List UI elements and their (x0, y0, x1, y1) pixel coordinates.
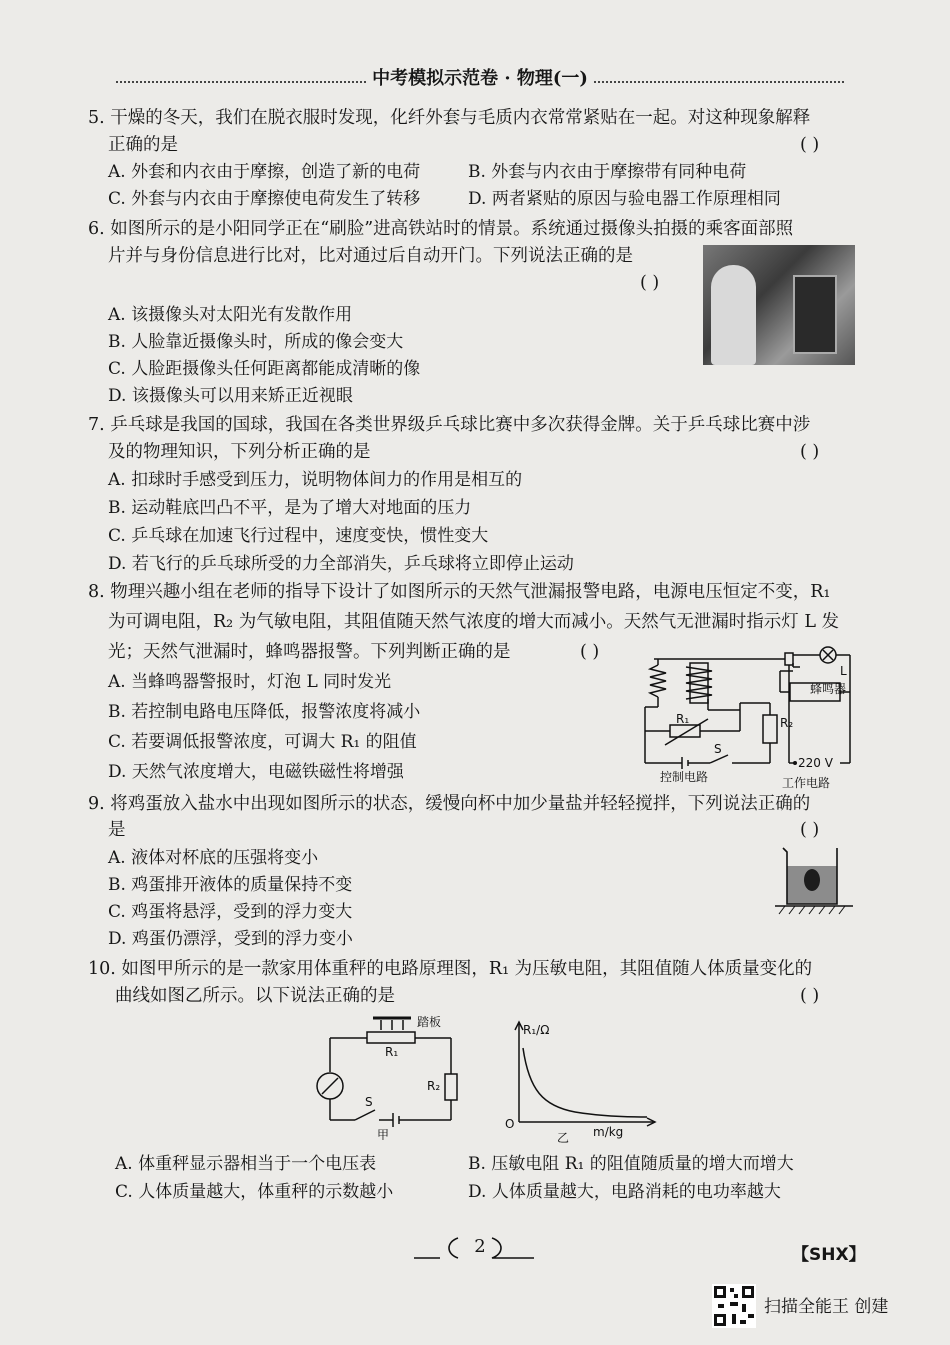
q9-option-a: A. 液体对杯底的压强将变小 (108, 848, 319, 868)
r2-label: R₂ (427, 1079, 441, 1093)
header-dots-right (594, 71, 844, 83)
q10-stem-line2: 曲线如图乙所示。以下说法正确的是 (115, 986, 395, 1006)
q10-option-a: A. 体重秤显示器相当于一个电压表 (115, 1154, 377, 1174)
q8-option-d: D. 天然气浓度增大，电磁铁磁性将增强 (108, 762, 404, 782)
pedal-label: 踏板 (417, 1015, 442, 1029)
q6-option-d: D. 该摄像头可以用来矫正近视眼 (108, 386, 353, 406)
scanner-watermark: 扫描全能王 创建 (764, 1297, 889, 1317)
work-circuit-label: 工作电路 (782, 776, 831, 790)
q6-stem-line2: 片并与身份信息进行比对，比对通过后自动开门。下列说法正确的是 (108, 246, 633, 266)
q6-answer-blank: ( ) (640, 273, 660, 293)
r1-label: R₁ (676, 712, 690, 726)
q7-option-a: A. 扣球时手感受到压力，说明物体间力的作用是相互的 (108, 470, 523, 490)
y-axis-label: R₁/Ω (523, 1023, 550, 1037)
lamp-label: L (840, 664, 847, 678)
resistance-mass-graph-yi (495, 1018, 665, 1146)
spring (650, 665, 666, 697)
page-header (110, 66, 850, 88)
voltage-label: 220 V (798, 756, 833, 770)
q6-option-c: C. 人脸距摄像头任何距离都能成清晰的像 (108, 359, 421, 379)
egg-beaker-diagram (775, 842, 855, 918)
x-axis-label: m/kg (593, 1125, 624, 1139)
switch-blade (710, 755, 728, 763)
q5-stem-line1: 5. 干燥的冬天，我们在脱衣服时发现，化纤外套与毛质内衣常常紧贴在一起。对这种现象解释 (88, 108, 811, 128)
r2-label: R₂ (780, 716, 794, 730)
qr-code-icon (712, 1284, 756, 1328)
q10-option-c: C. 人体质量越大，体重秤的示数越小 (115, 1182, 394, 1202)
table-hatching (779, 906, 845, 914)
q9-option-d: D. 鸡蛋仍漂浮，受到的浮力变小 (108, 929, 353, 949)
resistor-r2 (445, 1074, 457, 1100)
q5-option-a: A. 外套和内衣由于摩擦，创造了新的电荷 (108, 162, 421, 182)
q9-option-c: C. 鸡蛋将悬浮，受到的浮力变大 (108, 902, 353, 922)
q5-option-b: B. 外套与内衣由于摩擦带有同种电荷 (468, 162, 747, 182)
q8-stem-line2: 为可调电阻，R₂ 为气敏电阻，其阻值随天然气浓度的增大而减小。天然气无泄漏时指示灯 L 发 (108, 612, 839, 632)
q10-option-b: B. 压敏电阻 R₁ 的阻值随质量的增大而增大 (468, 1154, 794, 1174)
q9-answer-blank: ( ) (800, 820, 820, 840)
q8-stem-line3: 光；天然气泄漏时，蜂鸣器报警。下列判断正确的是 (108, 642, 511, 662)
series-tag: 【SHX】 (792, 1245, 866, 1265)
q9-option-b: B. 鸡蛋排开液体的质量保持不变 (108, 875, 353, 895)
q7-answer-blank: ( ) (800, 442, 820, 462)
buzzer-label: 蜂鸣器 (810, 682, 847, 696)
page-number: 2 (474, 1236, 486, 1257)
q5-option-c: C. 外套与内衣由于摩擦使电荷发生了转移 (108, 189, 421, 209)
q8-stem-line1: 8. 物理兴趣小组在老师的指导下设计了如图所示的天然气泄漏报警电路，电源电压恒定不变，R₁ (88, 582, 831, 602)
origin-label: O (505, 1117, 515, 1131)
q5-answer-blank: ( ) (800, 135, 820, 155)
r1-label: R₁ (385, 1045, 399, 1059)
r1-mass-curve (523, 1048, 647, 1117)
q6-option-b: B. 人脸靠近摄像头时，所成的像会变大 (108, 332, 404, 352)
q5-stem-line2: 正确的是 (108, 135, 178, 155)
terminal-left (793, 761, 797, 765)
switch-label: S (365, 1095, 373, 1109)
q7-stem-line1: 7. 乒乓球是我国的国球，我国在各类世界级乒乓球比赛中多次获得金牌。关于乒乓球比赛中涉 (88, 415, 811, 435)
control-circuit-label: 控制电路 (660, 770, 709, 784)
q7-option-c: C. 乒乓球在加速飞行过程中，速度变快，惯性变大 (108, 526, 489, 546)
q10-answer-blank: ( ) (800, 986, 820, 1006)
q8-option-c: C. 若要调低报警浓度，可调大 R₁ 的阻值 (108, 732, 417, 752)
switch-blade (355, 1110, 375, 1120)
q8-answer-blank: ( ) (580, 642, 600, 662)
face-scan-photo (703, 245, 855, 365)
passenger-figure (711, 265, 756, 365)
relay-contact (785, 653, 793, 665)
q5-option-d: D. 两者紧贴的原因与验电器工作原理相同 (468, 189, 781, 209)
q6-stem-line1: 6. 如图所示的是小阳同学正在“刷脸”进高铁站时的情景。系统通过摄像头拍摄的乘客面部照 (88, 219, 794, 239)
q9-stem-line1: 9. 将鸡蛋放入盐水中出现如图所示的状态，缓慢向杯中加少量盐并轻轻搅拌，下列说法正确的 (88, 794, 811, 814)
gate-machine (793, 275, 837, 354)
header-title: 中考模拟示范卷 · 物理(一) (372, 68, 588, 89)
header-dots-left (116, 71, 366, 83)
q6-option-a: A. 该摄像头对太阳光有发散作用 (108, 305, 353, 325)
q7-stem-line2: 及的物理知识，下列分析正确的是 (108, 442, 371, 462)
gas-alarm-circuit-diagram (640, 645, 860, 795)
q7-option-b: B. 运动鞋底凹凸不平，是为了增大对地面的压力 (108, 498, 472, 518)
figure-yi-label: 乙 (557, 1131, 570, 1145)
egg (804, 869, 820, 891)
scale-circuit-diagram-jia (305, 1012, 460, 1140)
q8-option-b: B. 若控制电路电压降低，报警浓度将减小 (108, 702, 421, 722)
switch-label: S (714, 742, 722, 756)
resistor-r1 (367, 1032, 415, 1043)
figure-jia-label: 甲 (377, 1128, 390, 1140)
resistor-r2 (763, 715, 777, 743)
q10-option-d: D. 人体质量越大，电路消耗的电功率越大 (468, 1182, 781, 1202)
q7-option-d: D. 若飞行的乒乓球所受的力全部消失，乒乓球将立即停止运动 (108, 554, 574, 574)
q9-stem-line2: 是 (108, 820, 126, 840)
q10-stem-line1: 10. 如图甲所示的是一款家用体重秤的电路原理图，R₁ 为压敏电阻，其阻值随人体质量变化的 (88, 959, 813, 979)
q8-option-a: A. 当蜂鸣器警报时，灯泡 L 同时发光 (108, 672, 392, 692)
